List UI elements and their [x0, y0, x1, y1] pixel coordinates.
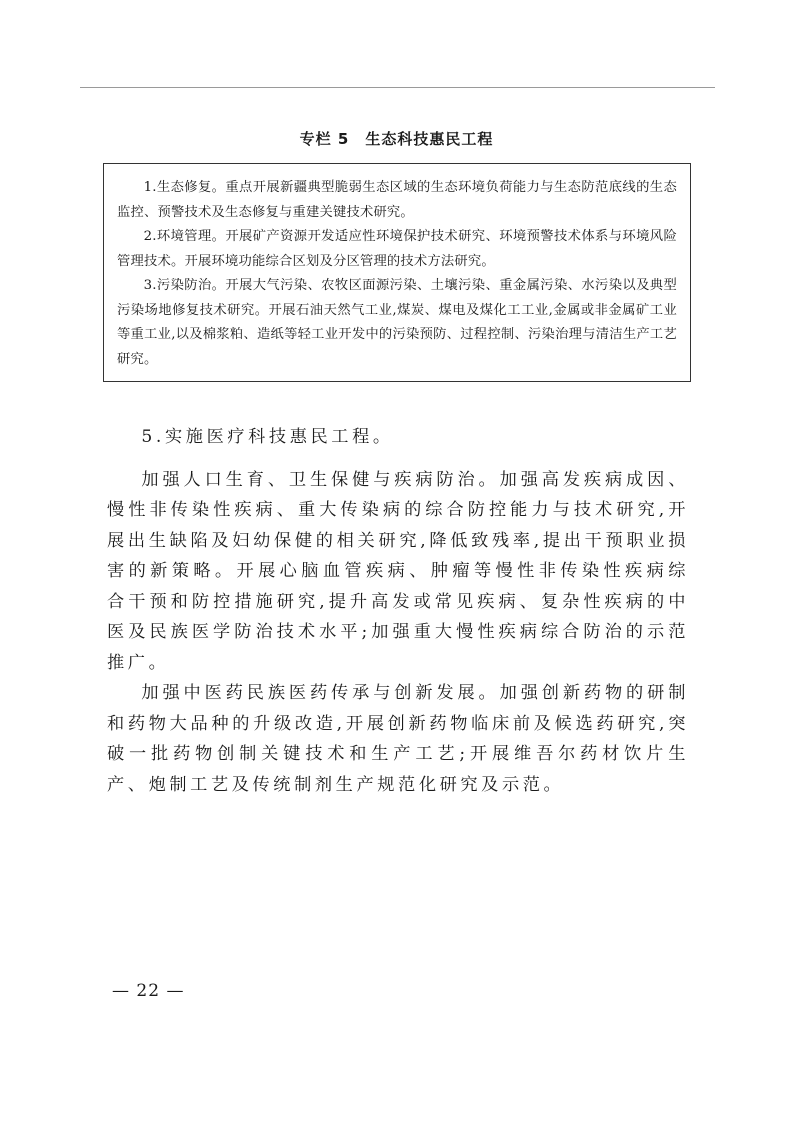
main-text [107, 422, 689, 800]
box-item-environmental-management: 2.环境管理。开展矿产资源开发适应性环境保护技术研究、环境预警技术体系与环境风险管理技术。开展环境功能综合区划及分区管理的技术方法研究。 [117, 229, 677, 269]
body-paragraph: 加强中医药民族医药传承与创新发展。加强创新药物的研制和药物大品种的升级改造,开展创新药物临床前及候选药研究,突破一批药物创制关键技术和生产工艺;开展维吾尔药材饮片生产、炮制工艺及传统制剂生产规范化研究及示范。 [107, 683, 689, 795]
body-paragraph: 加强人口生育、卫生保健与疾病防治。加强高发疾病成因、慢性非传染性疾病、重大传染病的综合防控能力与技术研究,开展出生缺陷及妇幼保健的相关研究,降低致残率,提出干预职业损害的新策略。开展心脑血管疾病、肿瘤等慢性非传染性疾病综合干预和防控措施研究,提升高发或常见疾病、复杂性疾病的中医及民族医学防治技术水平;加强重大慢性疾病综合防治的示范推广。 [107, 469, 689, 673]
box-title [0, 129, 793, 149]
box-title-label: 专栏 5 [299, 130, 350, 148]
section-heading: 5.实施医疗科技惠民工程。 [141, 427, 394, 447]
header-rule [80, 87, 715, 88]
box-item-pollution-control: 3.污染防治。开展大气污染、农牧区面源污染、土壤污染、重金属污染、水污染以及典型污染场地修复技术研究。开展石油天然气工业,煤炭、煤电及煤化工工业,金属或非金属矿工业等重工业,以及棉浆粕、造纸等轻工业开发中的污染预防、过程控制、污染治理与清洁生产工艺研究。 [117, 278, 677, 367]
page-number: — 22 — [112, 981, 185, 1001]
feature-box [103, 163, 691, 382]
box-item-ecological-restoration: 1.生态修复。重点开展新疆典型脆弱生态区域的生态环境负荷能力与生态防范底线的生态监控、预警技术及生态修复与重建关键技术研究。 [117, 180, 677, 220]
box-title-text: 生态科技惠民工程 [365, 130, 494, 148]
